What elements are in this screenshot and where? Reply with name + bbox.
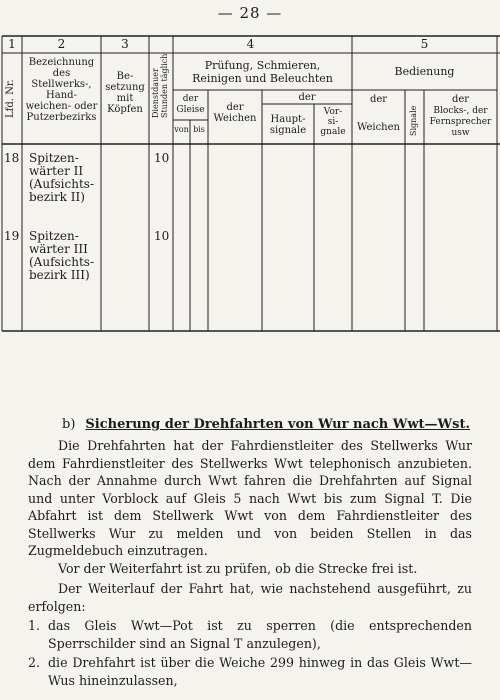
row-19-nr: 19 <box>4 229 20 243</box>
header-der-gleise: der Gleise <box>176 94 205 115</box>
header-bezeichnung: Bezeichnung des Stellwerks-, Hand- weichen- oder Putzerbezirks <box>25 57 98 123</box>
list-item-number: 2. <box>28 655 41 670</box>
colnum-4: 4 <box>246 37 255 51</box>
section-label: b) <box>62 417 76 432</box>
page-number: — 28 — <box>217 4 283 22</box>
row-18-bezeichnung: Spitzen- wärter II (Aufsichts- bezirk II) <box>29 151 94 204</box>
colnum-5: 5 <box>420 37 429 51</box>
section-heading: Sicherung der Drehfahrten von Wur nach Wwt—Wst. <box>85 417 471 432</box>
header-bis: bis <box>193 125 205 134</box>
paragraph-1: Die Drehfahrten hat der Fahrdienstleiter des Stellwerks Wur dem Fahrdienstleiter des Stellwerks Wwt telephonisch anzubieten. Nach der Annahme durch Wwt fahren die Drehfahrten auf Signal und unter Vorblock auf Gleis 5 nach Wwt bis zum Signal T. Die Abfahrt ist dem Stellwerk Wwt von dem Fahrdienstleiter des Stellwerks Wur zu melden und von beiden Stellen in das Zugmeldebuch einzutragen. <box>28 438 472 558</box>
paragraph-3: Der Weiterlauf der Fahrt hat, wie nachstehend ausgeführt, zu erfolgen: <box>28 581 472 614</box>
header-bedienung: Bedienung <box>394 65 455 78</box>
colnum-3: 3 <box>121 37 129 51</box>
list-item-text: das Gleis Wwt—Pot ist zu sperren (die entsprechenden Sperrschilder sind an Signal T anzulegen), <box>48 618 472 651</box>
colnum-1: 1 <box>8 37 16 51</box>
header-bed-blocks: Blocks-, der Fernsprecher usw <box>429 106 492 138</box>
header-hauptsignale: Haupt- signale <box>269 114 307 136</box>
header-dienstdauer: Dienstdauer Stunden täglich <box>151 53 169 118</box>
header-besetzung: Be- setzung mit Köpfen <box>105 71 145 115</box>
list-item-text: die Drehfahrt ist über die Weiche 299 hinweg in das Gleis Wwt—Wus hineinzulassen, <box>48 655 472 688</box>
header-der-group: der <box>298 92 316 103</box>
row-18-stunden: 10 <box>154 151 170 165</box>
header-vorsignale: Vor- si- gnale <box>320 107 346 137</box>
section-title <box>62 417 470 432</box>
header-pruefung: Prüfung, Schmieren, Reinigen und Beleuchten <box>192 59 333 85</box>
colnum-2: 2 <box>57 37 66 51</box>
list-item-number: 1. <box>28 618 41 633</box>
header-bed-der: der <box>369 94 388 105</box>
header-der-weichen: der Weichen <box>213 102 257 124</box>
paragraph-2: Vor der Weiterfahrt ist zu prüfen, ob die Strecke frei ist. <box>58 561 418 576</box>
header-bed-signale: Signale <box>409 105 418 136</box>
row-19-bezeichnung: Spitzen- wärter III (Aufsichts- bezirk III) <box>29 229 94 282</box>
header-von: von <box>174 125 189 134</box>
header-bed-der2: der <box>451 94 470 105</box>
row-19-stunden: 10 <box>154 229 170 243</box>
row-18-nr: 18 <box>4 151 20 165</box>
header-bed-weichen: Weichen <box>357 122 400 133</box>
header-lfd-nr: Lfd. Nr. <box>5 79 16 118</box>
